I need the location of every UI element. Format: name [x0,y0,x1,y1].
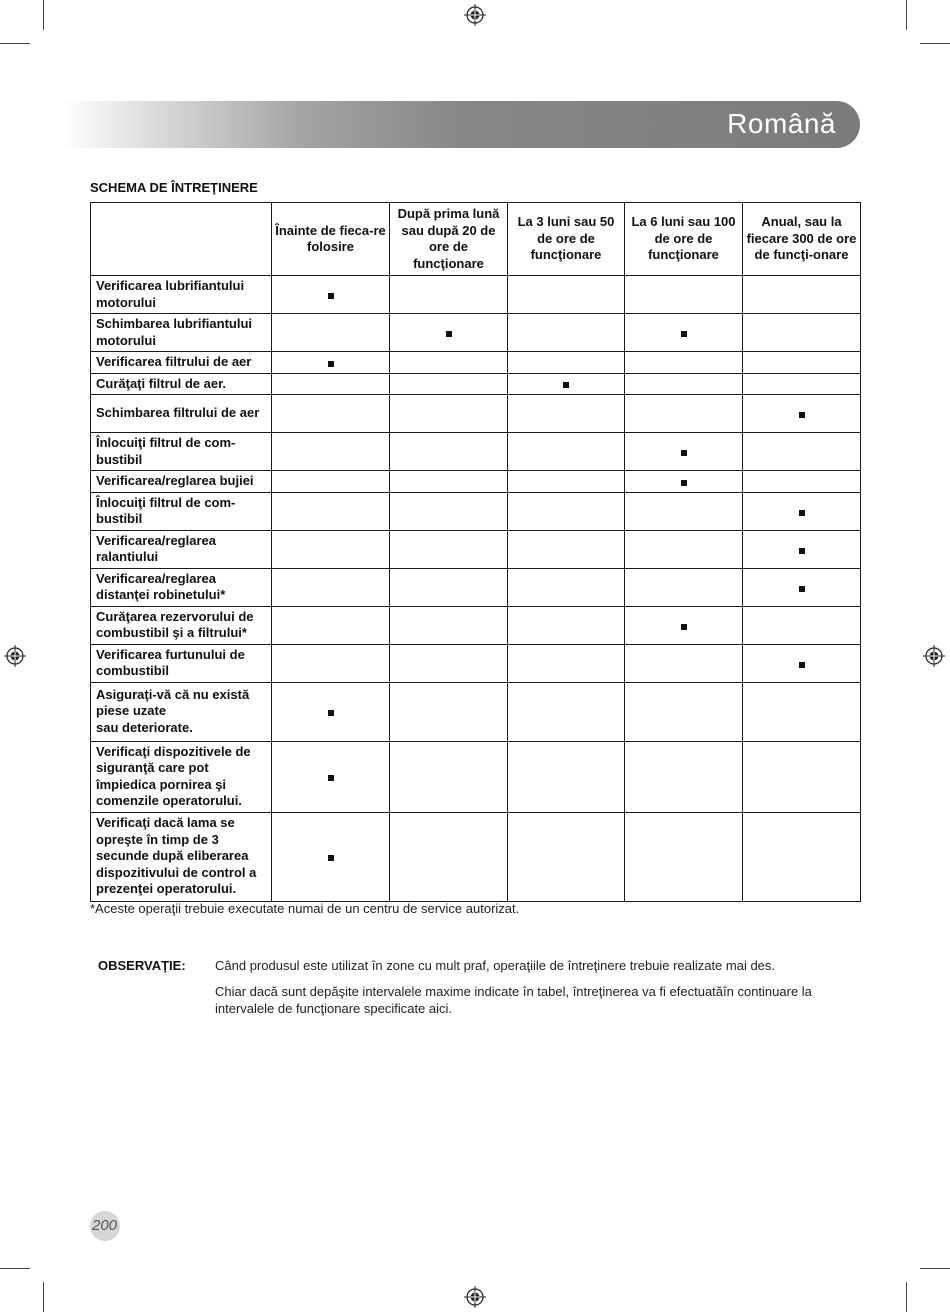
registration-mark-icon [4,645,26,667]
task-cell: Verificarea/reglarea distanţei robinetului* [91,568,272,606]
schedule-cell [625,314,743,352]
schedule-cell [390,492,508,530]
schedule-cell [743,644,861,682]
crop-mark [906,1282,907,1312]
schedule-cell [272,276,390,314]
filled-square-icon [799,412,805,418]
filled-square-icon [799,662,805,668]
crop-mark [920,1268,950,1269]
table-row [91,471,861,493]
schedule-cell [390,433,508,471]
task-cell: Verificarea filtrului de aer [91,352,272,374]
schedule-cell [390,606,508,644]
task-cell: Verificarea/reglarea bujiei [91,471,272,493]
column-header: La 3 luni sau 50 de ore de funcţionare [508,203,625,276]
schedule-cell [743,606,861,644]
page-number-badge [90,1211,120,1241]
table-row [91,812,861,901]
schedule-cell [625,568,743,606]
maintenance-schedule-table [90,202,861,902]
crop-mark [906,0,907,30]
schedule-cell [743,492,861,530]
schedule-cell [390,682,508,741]
schedule-cell [743,395,861,433]
filled-square-icon [328,293,334,299]
filled-square-icon [328,775,334,781]
schedule-cell [390,741,508,812]
table-row [91,606,861,644]
schedule-cell [508,471,625,493]
filled-square-icon [681,450,687,456]
table-row [91,644,861,682]
schedule-cell [508,395,625,433]
filled-square-icon [681,480,687,486]
column-header: După prima lună sau după 20 de ore de funcţionare [390,203,508,276]
schedule-cell [508,352,625,374]
schedule-cell [508,606,625,644]
schedule-cell [272,433,390,471]
crop-mark [0,43,30,44]
task-cell: Verificarea/reglarea ralantiului [91,530,272,568]
schedule-cell [508,530,625,568]
schedule-cell [390,812,508,901]
schedule-cell [272,606,390,644]
crop-mark [920,43,950,44]
table-row [91,568,861,606]
table-row [91,492,861,530]
schedule-cell [272,568,390,606]
schedule-cell [390,568,508,606]
filled-square-icon [799,510,805,516]
schedule-cell [625,644,743,682]
schedule-cell [625,682,743,741]
schedule-cell [508,433,625,471]
table-row [91,276,861,314]
task-cell: Curăţarea rezervorului de combustibil şi a filtrului* [91,606,272,644]
registration-mark-icon [464,4,486,26]
schedule-cell [625,530,743,568]
schedule-cell [625,741,743,812]
schedule-cell [390,352,508,374]
language-label: Română [727,108,836,139]
schedule-cell [390,276,508,314]
table-row [91,314,861,352]
filled-square-icon [799,586,805,592]
schedule-cell [743,568,861,606]
crop-mark [43,0,44,30]
schedule-cell [743,373,861,395]
schedule-cell [743,682,861,741]
schedule-cell [508,741,625,812]
schedule-cell [272,492,390,530]
schedule-cell [508,492,625,530]
section-title: SCHEMA DE ÎNTREŢINERE [90,180,258,195]
filled-square-icon [328,361,334,367]
schedule-cell [508,276,625,314]
column-header: Anual, sau la fiecare 300 de ore de funcţi-onare [743,203,861,276]
registration-mark-icon [464,1286,486,1308]
task-cell: Schimbarea filtrului de aer [91,395,272,433]
task-cell: Curăţaţi filtrul de aer. [91,373,272,395]
schedule-cell [625,433,743,471]
schedule-cell [625,812,743,901]
schedule-cell [743,276,861,314]
task-cell: Verificaţi dispozitivele de siguranţă care pot împiedica pornirea şi comenzile operatorului. [91,741,272,812]
schedule-cell [625,606,743,644]
schedule-cell [272,352,390,374]
schedule-cell [272,314,390,352]
filled-square-icon [328,710,334,716]
schedule-cell [272,471,390,493]
schedule-cell [272,741,390,812]
schedule-cell [743,530,861,568]
schedule-cell [508,682,625,741]
task-cell: Înlocuiţi filtrul de com-bustibil [91,492,272,530]
filled-square-icon [681,624,687,630]
schedule-cell [390,395,508,433]
schedule-cell [272,395,390,433]
schedule-cell [743,314,861,352]
filled-square-icon [799,548,805,554]
schedule-cell [625,492,743,530]
schedule-cell [272,644,390,682]
schedule-cell [508,314,625,352]
table-row [91,373,861,395]
column-header [91,203,272,276]
schedule-cell [390,373,508,395]
filled-square-icon [681,331,687,337]
schedule-cell [508,812,625,901]
filled-square-icon [446,331,452,337]
schedule-cell [743,741,861,812]
task-cell: Verificaţi dacă lama se opreşte în timp de 3 secunde după eliberarea dispozitivului de control a prezenţei operatorului. [91,812,272,901]
task-cell: Schimbarea lubrifiantului motorului [91,314,272,352]
registration-mark-icon [923,645,945,667]
page-number: 200 [92,1217,118,1234]
schedule-cell [625,373,743,395]
schedule-cell [508,644,625,682]
task-cell: Verificarea furtunului de combustibil [91,644,272,682]
table-row [91,352,861,374]
table-row [91,433,861,471]
table-row [91,741,861,812]
schedule-cell [743,812,861,901]
table-row [91,395,861,433]
schedule-cell [625,471,743,493]
task-cell: Verificarea lubrifiantului motorului [91,276,272,314]
table-row [91,682,861,741]
schedule-cell [508,568,625,606]
schedule-cell [272,530,390,568]
table-row [91,530,861,568]
schedule-cell [625,276,743,314]
filled-square-icon [563,382,569,388]
column-header: Înainte de fieca-re folosire [272,203,390,276]
schedule-cell [272,682,390,741]
observation-paragraph: Când produsul este utilizat în zone cu mult praf, operaţiile de întreţinere trebuie realizate mai des. [215,958,776,973]
observation-label: OBSERVAŢIE: [98,958,186,973]
table-header-row [91,203,861,276]
footnote: *Aceste operaţii trebuie executate numai de un centru de service autorizat. [90,901,520,916]
task-cell: Înlocuiţi filtrul de com-bustibil [91,433,272,471]
schedule-cell [625,352,743,374]
filled-square-icon [328,855,334,861]
schedule-cell [625,395,743,433]
observation-paragraph: Chiar dacă sunt depăşite intervalele maxime indicate în tabel, întreţinerea va fi efectuatăîn continuare la intervalele de funcţionare specificate aici. [215,984,812,1016]
schedule-cell [272,373,390,395]
schedule-cell [390,314,508,352]
schedule-cell [390,471,508,493]
schedule-cell [508,373,625,395]
schedule-cell [743,352,861,374]
schedule-cell [743,433,861,471]
schedule-cell [272,812,390,901]
language-banner [62,101,860,148]
schedule-cell [743,471,861,493]
column-header: La 6 luni sau 100 de ore de funcţionare [625,203,743,276]
schedule-cell [390,644,508,682]
schedule-cell [390,530,508,568]
crop-mark [43,1282,44,1312]
crop-mark [0,1268,30,1269]
task-cell: Asiguraţi-vă că nu există piese uzate sau deteriorate. [91,682,272,741]
